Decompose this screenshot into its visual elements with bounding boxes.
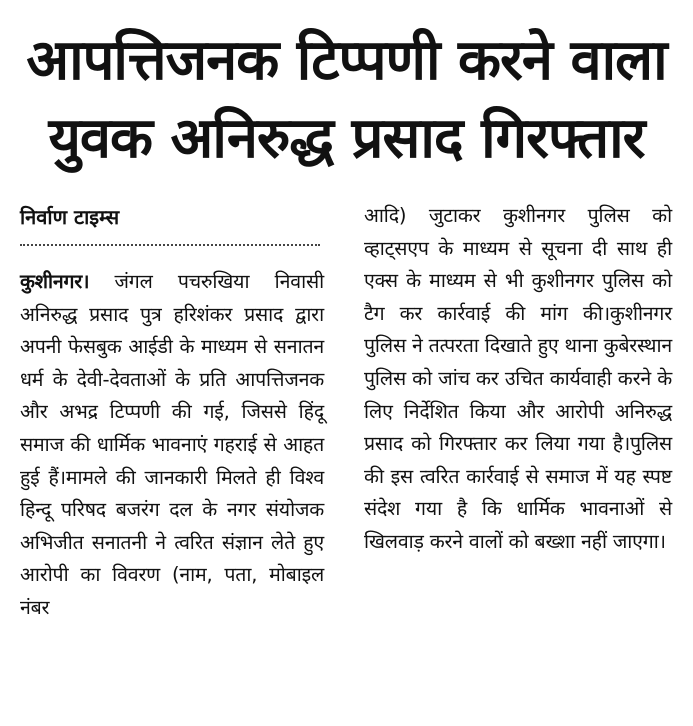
article-column-1	[20, 266, 324, 625]
article-column-2	[364, 200, 672, 559]
headline-line-2: युवक अनिरुद्ध प्रसाद गिरफ्तार	[48, 106, 645, 171]
article-column-1-text: जंगल पचरुखिया निवासी अनिरुद्ध प्रसाद पुत्र हरिशंकर प्रसाद द्वारा अपनी फेसबुक आईडी के माध्यम से सनातन धर्म के देवी-देवताओं के प्रति आपत्तिजनक और अभद्र टिप्पणी की गई, जिससे हिंदू समाज की धार्मिक भावनाएं गहराई से आहत हुई हैं।मामले की जानकारी मिलते ही विश्व हिन्दू परिषद बजरंग दल के नगर संयोजक अभिजीत सनातनी ने त्वरित संज्ञान लेते हुए आरोपी का विवरण (नाम, पता, मोबाइल नंबर	[20, 270, 324, 619]
headline-line-1: आपत्तिजनक टिप्पणी करने वाला	[26, 28, 667, 93]
headline	[0, 22, 693, 178]
dateline: कुशीनगर।	[20, 270, 90, 293]
dotted-divider	[20, 244, 320, 246]
byline: निर्वाण टाइम्स	[20, 205, 120, 229]
article-column-2-text: आदि) जुटाकर कुशीनगर पुलिस को व्हाट्सएप के माध्यम से सूचना दी साथ ही एक्स के माध्यम से भी कुशीनगर पुलिस को टैग कर कार्रवाई की मांग की।कुशीनगर पुलिस ने तत्परता दिखाते हुए थाना कुबेरस्थान पुलिस को जांच कर उचित कार्यवाही करने के लिए निर्देशित किया और आरोपी अनिरुद्ध प्रसाद को गिरफ्तार कर लिया गया है।पुलिस की इस त्वरित कार्रवाई से समाज में यह स्पष्ट संदेश गया है कि धार्मिक भावनाओं से खिलवाड़ करने वालों को बख्शा नहीं जाएगा।	[364, 204, 672, 553]
